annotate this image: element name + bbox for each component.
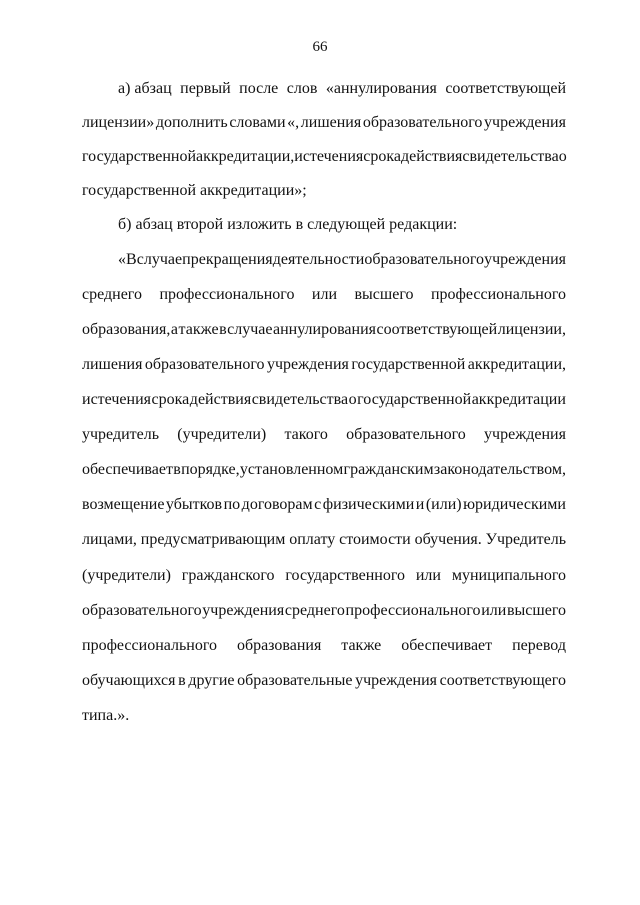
quote-line-8 (82, 495, 566, 515)
word: в (173, 461, 181, 478)
word: учреждения (484, 251, 566, 268)
word: государственной (357, 391, 472, 408)
word: «В (118, 251, 137, 268)
word: и (415, 496, 425, 513)
word: учреждения (266, 356, 349, 373)
word: или (311, 286, 338, 303)
word: образования (236, 637, 322, 654)
word: учредитель (82, 426, 160, 443)
word: о (558, 148, 567, 165)
word: лицами, (82, 531, 137, 548)
word: о (348, 391, 357, 408)
word: учреждения (355, 672, 438, 689)
word: аннулирования (273, 321, 377, 338)
word: государственного (285, 567, 406, 584)
word: соответствующего (439, 672, 566, 689)
word: истечения (82, 391, 151, 408)
word: аккредитации, (467, 356, 566, 373)
word: образовательные (237, 672, 353, 689)
word: государственной (82, 148, 197, 165)
quote-line-14: типа.». (82, 707, 130, 724)
word: установленном (239, 461, 344, 478)
word: возмещение (82, 496, 165, 513)
word: с (314, 496, 322, 513)
word: учреждения (484, 114, 566, 131)
word: Учредитель (485, 531, 566, 548)
quote-line-2 (82, 285, 566, 305)
word: образовательного (144, 356, 265, 373)
word: по (223, 496, 241, 513)
word: оплату (289, 531, 336, 548)
word: (или) (425, 496, 462, 513)
paragraph-a-line-3 (82, 147, 566, 167)
word: действия (400, 148, 463, 165)
word: срока (151, 391, 190, 408)
word: порядке, (181, 461, 240, 478)
word: обучающихся (82, 672, 176, 689)
word: первый (180, 80, 231, 97)
quote-line-13 (82, 671, 566, 691)
word: гражданского (181, 567, 275, 584)
word: договорам (241, 496, 313, 513)
word: или (415, 567, 441, 584)
word: профессионального (82, 637, 218, 654)
paragraph-a-line-4: государственной аккредитации»; (82, 182, 307, 199)
word: профессионального (430, 286, 566, 303)
word: также (178, 321, 219, 338)
word: аккредитации, (196, 148, 295, 165)
word: государственной (351, 356, 466, 373)
word: учреждения (202, 602, 285, 619)
word: прекращения (182, 251, 273, 268)
word: образовательного (346, 426, 466, 443)
word: профессионального (159, 286, 295, 303)
word: муниципального (451, 567, 566, 584)
word: физическими (322, 496, 415, 513)
word: действия (189, 391, 252, 408)
word: обучения. (414, 531, 482, 548)
word: законодательством, (433, 461, 566, 478)
word: случае (136, 251, 183, 268)
word: стоимости (339, 531, 411, 548)
paragraph-a-line-1 (118, 79, 566, 99)
word: срока (363, 148, 401, 165)
word: учреждения (484, 426, 566, 443)
quote-line-10 (82, 566, 566, 586)
word: лишения (82, 356, 143, 373)
word: образовательного (362, 114, 483, 131)
quote-line-9 (82, 530, 566, 550)
word: словами (229, 114, 286, 131)
quote-line-5 (82, 390, 566, 410)
paragraph-a-line-2 (82, 113, 566, 133)
word: свидетельства (251, 391, 349, 408)
word: в (219, 321, 227, 338)
word: в (178, 672, 186, 689)
word: истечения (294, 148, 364, 165)
word: лишения (300, 114, 362, 131)
word: гражданским (343, 461, 434, 478)
word: также (341, 637, 382, 654)
word: (учредители) (177, 426, 267, 443)
word: «, (287, 114, 300, 131)
word: слов (286, 80, 318, 97)
word: образовательного (364, 251, 484, 268)
word: после (239, 80, 279, 97)
word: аккредитации (471, 391, 566, 408)
word: (учредители) (82, 567, 171, 584)
word: высшего (354, 286, 414, 303)
quote-line-1 (118, 250, 566, 270)
word: лицензии, (497, 321, 566, 338)
word: профессионального (345, 602, 481, 619)
word: случае (227, 321, 273, 338)
word: соответствующей (445, 80, 566, 97)
word: перевод (512, 637, 566, 654)
quote-line-6 (82, 425, 566, 445)
word: деятельности (272, 251, 365, 268)
word: лицензии» (82, 114, 155, 131)
word: такого (284, 426, 328, 443)
quote-line-11 (82, 601, 566, 621)
word: образования, (82, 321, 171, 338)
page-number: 66 (312, 39, 328, 55)
word: соответствующей (376, 321, 498, 338)
word: предусматривающим (140, 531, 286, 548)
word: другие (188, 672, 235, 689)
word: «аннулирования (325, 80, 437, 97)
quote-line-3 (82, 320, 566, 340)
word: образовательного (82, 602, 202, 619)
word: юридическими (463, 496, 566, 513)
word: высшего (507, 602, 566, 619)
word: среднего (82, 286, 142, 303)
word: свидетельства (462, 148, 559, 165)
quote-line-4 (82, 355, 566, 375)
paragraph-b: б) абзац второй изложить в следующей редакции: (118, 216, 458, 233)
word: среднего (284, 602, 345, 619)
word: дополнить (155, 114, 228, 131)
quote-line-7 (82, 460, 566, 480)
word: убытков (165, 496, 223, 513)
word: а (170, 321, 179, 338)
quote-line-12 (82, 636, 566, 656)
word: обеспечивает (401, 637, 493, 654)
word: обеспечивает (82, 461, 173, 478)
word: а) абзац (118, 80, 172, 97)
word: или (481, 602, 507, 619)
